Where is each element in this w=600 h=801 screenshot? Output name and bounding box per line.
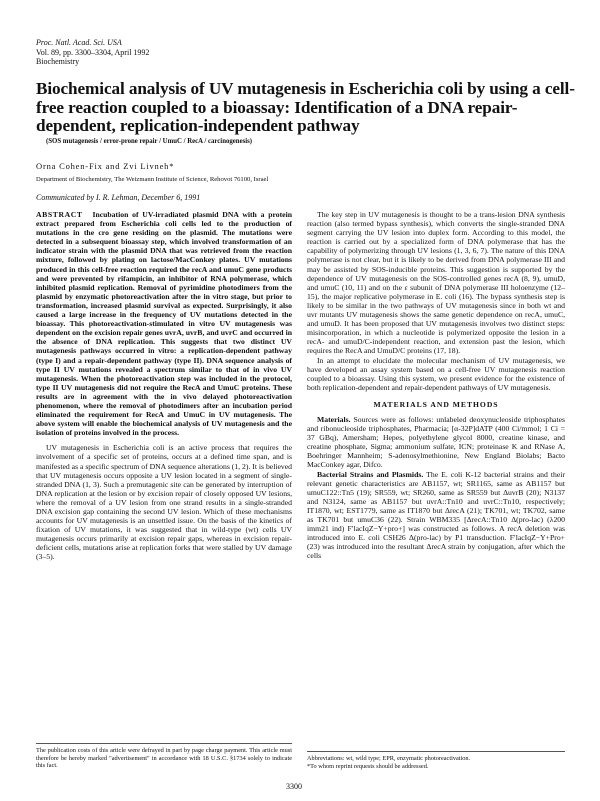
materials-runin: Materials. bbox=[317, 414, 351, 424]
journal-header bbox=[36, 38, 149, 67]
journal-name: Proc. Natl. Acad. Sci. USA bbox=[36, 38, 122, 47]
footnote-abbreviations: Abbreviations: wt, wild type; EPR, enzymatic photoreactivation. bbox=[307, 755, 471, 762]
left-column bbox=[36, 210, 292, 562]
abstract-heading: ABSTRACT bbox=[36, 210, 83, 219]
intro-paragraph-1: UV mutagenesis in Escherichia coli is an active process that requires the involvement of a specific set of proteins, occurs at a defined time span, and is manifested as a specific spectrum of DNA sequence alterations (1, 2). It is believed that UV mutagenesis occurs opposite a UV lesion located in a segment of single-stranded DNA (1, 3). Such a premutagenic site can be generated by interruption of DNA replication at the lesion or by excision repair of closely opposed UV lesions, where the removal of a UV lesion from one strand results in a single-stranded DNA excision gap containing the second UV lesion. Which of these mechanisms accounts for UV mutagenesis is an unsettled issue. On the basis of the kinetics of fixation of UV mutations, it was suggested that in wild-type (wt) cells UV mutagenesis occurs primarily at excision repair gaps, whereas in excision repair-deficient cells, mutations arise at replication forks that were stalled by UV damage (3–5). bbox=[36, 443, 292, 562]
keywords: (SOS mutagenesis / error-prone repair / UmuC / RecA / carcinogenesis) bbox=[46, 138, 253, 145]
right-column bbox=[307, 210, 565, 560]
footnote-publication-costs: The publication costs of this article were defrayed in part by page charge payment. This article must therefore be hereby marked "advertisement" in accordance with 18 U.S.C. §1734 solely to indicate this fact. bbox=[36, 743, 292, 770]
intro-paragraph-2: The key step in UV mutagenesis is thought to be a trans-lesion DNA synthesis reaction (also termed bypass synthesis), which converts the single-stranded DNA segment carrying the UV lesion into duplex form. According to this model, the reaction is carried out by a specialized form of DNA polymerase that has the capability of polymerizing through UV lesions (1, 3, 6, 7). The nature of this DNA polymerase is not clear, but it is likely to be derived from DNA polymerase III and may be assisted by SOS-inducible proteins. This suggestion is supported by the dependence of UV mutagenesis on the SOS-controlled genes recA (8, 9), umuD, and umuC (10, 11) and on the ε subunit of DNA polymerase III holoenzyme (12–15), the major replicative polymerase in E. coli (16). The bypass synthesis step is likely to be similar in the two pathways of UV mutagenesis since in both wt and uvr mutants UV mutagenesis shows the same genetic dependence on recA, umuC, and umuD. It has been proposed that UV mutagenesis involves two distinct steps: misincorporation, in which a nucleotide is polymerized opposite the lesion in a recA- and umuD/C-independent reaction, and extension past the lesion, which requires the RecA and UmuD/C proteins (17, 18). bbox=[307, 210, 565, 356]
affiliation: Department of Biochemistry, The Weizmann Institute of Science, Rehovot 76100, Israel bbox=[36, 176, 269, 183]
intro-paragraph-3: In an attempt to elucidate the molecular mechanism of UV mutagenesis, we have developed an assay system based on a cell-free UV mutagenesis reaction coupled to a bioassay. Using this system, we present evidence for the existence of both replication-dependent and repair-dependent pathways of UV mutagenesis. bbox=[307, 355, 565, 392]
abstract-text: Incubation of UV-irradiated plasmid DNA with a protein extract prepared from Escherichia coli cells led to the production of mutations in the cro gene residing on the plasmid. The mutations were detected in a subsequent bioassay step, which involved transformation of an indicator strain with the plasmid DNA that was retrieved from the reaction mixture, followed by plating on lactose/MacConkey plates. UV mutations produced in this cell-free reaction required the recA and umuC gene products and were prevented by rifampicin, an inhibitor of RNA polymerase, which inhibited plasmid replication. Removal of pyrimidine photodimers from the plasmid by enzymatic photoreactivation after the in vitro stage, but prior to transformation, increased plasmid survival as expected. Surprisingly, it also caused a large increase in the frequency of UV mutations detected in the bioassay. This photoreactivation-stimulated in vitro UV mutagenesis was dependent on the excision repair genes uvrA, uvrB, and uvrC and occurred in the absence of DNA replication. This suggests that two distinct UV mutagenesis pathways occurred in vitro: a replication-dependent pathway (type I) and a repair-dependent pathway (type II). DNA sequence analysis of type II UV mutations revealed a spectrum similar to that of in vivo UV mutagenesis. When the photoreactivation step was included in the protocol, type II UV mutagenesis did not require the RecA and UmuC proteins. These results are in agreement with the in vivo delayed photoreactivation phenomenon, where the removal of photodimers after an incubation period eliminated the requirement for RecA and UmuC in UV mutagenesis. The above system will enable the biochemical analysis of UV mutagenesis and the isolation of proteins involved in the process. bbox=[36, 210, 293, 438]
page-number: 3300 bbox=[286, 782, 302, 791]
strains-paragraph bbox=[307, 470, 565, 561]
paper-title: Biochemical analysis of UV mutagenesis in Escherichia coli by using a cell-free reaction coupled to a bioassay: Identification of a DNA repair-dependent, replication-independent pathway bbox=[36, 79, 575, 135]
abstract bbox=[36, 210, 292, 437]
footnotes-right bbox=[307, 751, 565, 770]
materials-text: Sources were as follows: unlabeled deoxynucleoside triphosphates and ribonucleoside triphosphates, Pharmacia; [α-32P]dATP (400 Ci/mmol; 1 Ci = 37 GBq), Amersham; Hepes, polyethylene glycol 8000, creatine kinase, and creatine phosphate, Sigma; ammonium sulfate, ICN; proteinase K and RNase A, Boehringer Mannheim; S-adenosylmethionine, New England Biolabs; Bacto MacConkey agar, Difco. bbox=[307, 414, 565, 470]
authors: Orna Cohen-Fix and Zvi Livneh* bbox=[36, 161, 175, 171]
methods-heading: MATERIALS AND METHODS bbox=[373, 399, 499, 409]
journal-volume: Vol. 89, pp. 3300–3304, April 1992 bbox=[36, 47, 150, 57]
materials-paragraph bbox=[307, 415, 565, 470]
communicated-by: Communicated by I. R. Lehman, December 6, 1991 bbox=[36, 193, 201, 202]
strains-text: The E. coli K-12 bacterial strains and their relevant genetic characteristics are AB1157, wt; SR1165, same as AB1157 but umuC122::Tn5 (19); SR559, wt; SR260, same as SR559 but ΔuvrB (20); N3137 and N3124, same as AB1157 but uvrA::Tn10 and uvrC::Tn10, respectively; IT1870, wt; EST1779, same as IT1870 but ΔrecA (21); TK701, wt; TK702, same as TK701 but umuC36 (22). Strain WBM335 [ΔrecA::Tn10 Δ(pro-lac) (λ200 imm21 ind) F′lacIqZ−Y+pro+] was constructed as follows. A recA deletion was introduced into E. coli CSH26 Δ(pro-lac) by P1 transduction. F′lacIqZ−Y+Pro+ (23) was introduced into the resultant ΔrecA strain by conjugation, after which the cells bbox=[307, 469, 565, 561]
strains-runin: Bacterial Strains and Plasmids. bbox=[317, 469, 424, 479]
journal-section: Biochemistry bbox=[36, 57, 80, 66]
footnote-reprints: *To whom reprint requests should be addressed. bbox=[307, 762, 429, 770]
